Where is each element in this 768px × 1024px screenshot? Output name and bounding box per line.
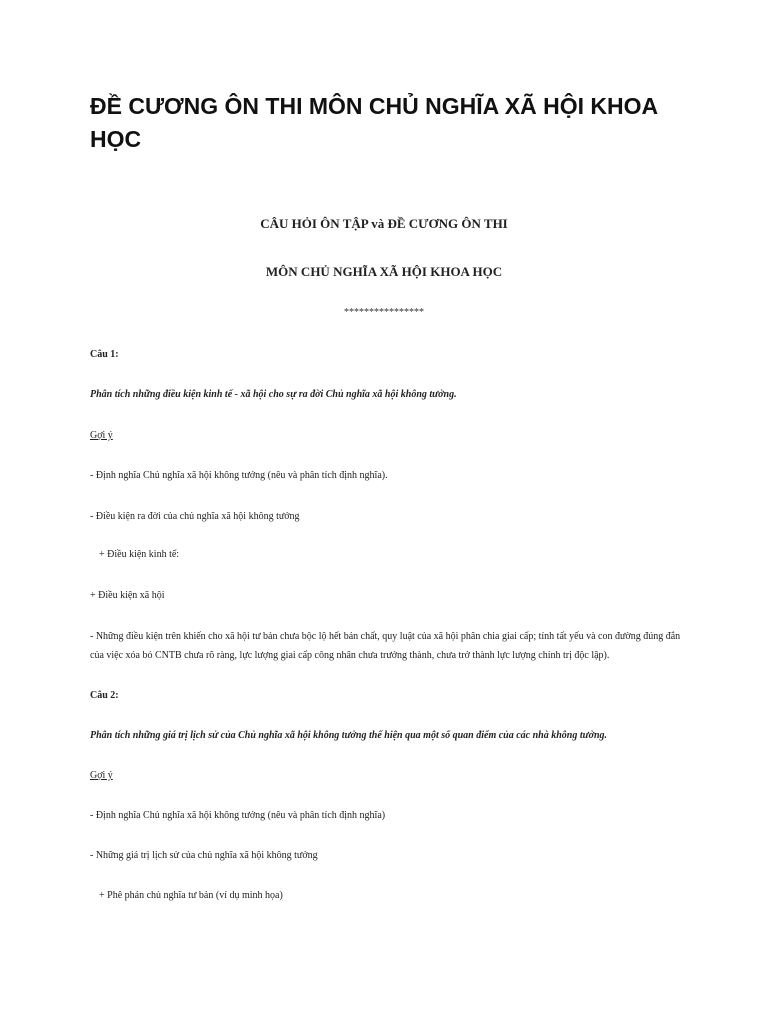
question-1-subitem: + Điều kiện xã hội	[90, 590, 165, 601]
question-2-item: - Định nghĩa Chủ nghĩa xã hội không tưởng (nêu và phân tích định nghĩa)	[90, 810, 386, 821]
question-1-text: Phân tích những điều kiện kinh tế - xã hội cho sự ra đời Chủ nghĩa xã hội không tưởng.	[90, 389, 457, 400]
question-1-subitem: + Điều kiện kinh tế:	[99, 549, 180, 560]
document-title: ĐỀ CƯƠNG ÔN THI MÔN CHỦ NGHĨA XÃ HỘI KHOA HỌC	[90, 93, 658, 152]
subheading-review-questions: CÂU HỎI ÔN TẬP và ĐỀ CƯƠNG ÔN THI	[260, 216, 508, 231]
question-2-hint-label: Gợi ý	[90, 770, 113, 781]
question-1-hint-label: Gợi ý	[90, 430, 113, 441]
separator-stars: ****************	[344, 307, 424, 318]
subheading-subject: MÔN CHỦ NGHĨA XÃ HỘI KHOA HỌC	[265, 264, 503, 279]
question-1-item: - Điều kiện ra đời của chủ nghĩa xã hội không tưởng	[90, 511, 300, 522]
question-1-item: - Những điều kiện trên khiến cho xã hội tư bản chưa bộc lộ hết bản chất, quy luật của xã hội phân chia giai cấp; tính tất yếu và con đường đúng đắn của việc xóa bỏ CNTB chưa rõ ràng, lực lượng giai cấp công nhân chưa trưởng thành, chưa trở thành lực lượng chính trị độc lập).	[90, 631, 681, 661]
question-1-item: - Định nghĩa Chủ nghĩa xã hội không tưởng (nêu và phân tích định nghĩa).	[90, 470, 388, 481]
question-2-item: - Những giá trị lịch sử của chủ nghĩa xã hội không tưởng	[90, 850, 318, 861]
question-2-text: Phân tích những giá trị lịch sử của Chủ nghĩa xã hội không tưởng thể hiện qua một số quan điểm của các nhà không tưởng.	[90, 730, 608, 741]
question-2-subitem: + Phê phán chủ nghĩa tư bản (ví dụ minh họa)	[99, 890, 283, 901]
question-2-label: Câu 2:	[90, 690, 119, 701]
question-1-label: Câu 1:	[90, 349, 119, 360]
